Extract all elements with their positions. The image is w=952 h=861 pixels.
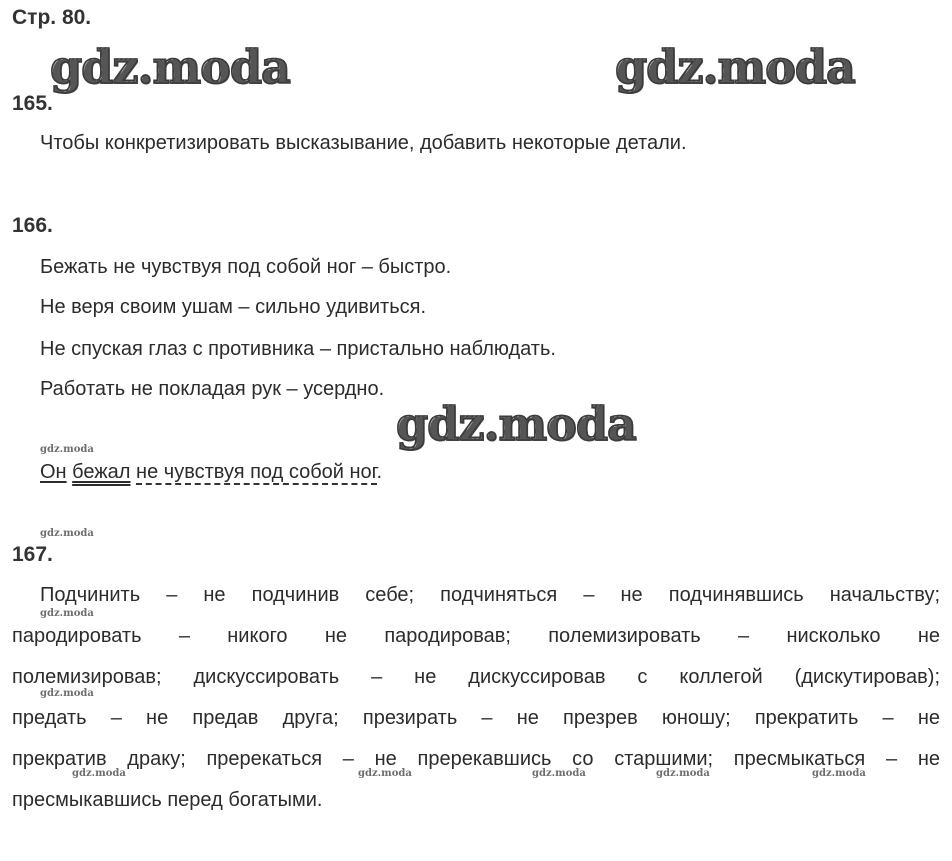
exercise-166-line: Не спуская глаз с противника – пристально наблюдать. bbox=[40, 338, 556, 360]
subject-word: Он bbox=[40, 461, 67, 483]
watermark-logo: gdz.moda bbox=[615, 40, 855, 94]
exercise-number-165: 165. bbox=[12, 92, 53, 115]
watermark-logo: gdz.moda bbox=[50, 40, 290, 94]
watermark-small: gdz.moda bbox=[40, 444, 94, 455]
exercise-number-166: 166. bbox=[12, 214, 53, 237]
watermark-logo: gdz.moda bbox=[396, 397, 636, 451]
watermark-small: gdz.moda bbox=[40, 608, 94, 619]
exercise-167-line: пресмыкавшись перед богатыми. bbox=[12, 789, 323, 811]
exercise-number-167: 167. bbox=[12, 543, 53, 566]
adverbial-phrase: не чувствуя под собой ног bbox=[136, 461, 377, 483]
watermark-small: gdz.moda bbox=[72, 768, 126, 779]
watermark-small: gdz.moda bbox=[532, 768, 586, 779]
exercise-166-line: Не веря своим ушам – сильно удивиться. bbox=[40, 296, 427, 318]
watermark-small: gdz.moda bbox=[656, 768, 710, 779]
exercise-167-line: прекратив драку; пререкаться – не пререкавшись со старшими; пресмыкаться – не bbox=[12, 748, 940, 770]
watermark-small: gdz.moda bbox=[40, 688, 94, 699]
watermark-small: gdz.moda bbox=[358, 768, 412, 779]
exercise-167-line: полемизировав; дискуссировать – не дискуссировав с коллегой (дискутировав); bbox=[12, 666, 940, 688]
page-reference: Стр. 80. bbox=[12, 6, 92, 29]
exercise-166-line: Бежать не чувствуя под собой ног – быстро. bbox=[40, 256, 452, 278]
exercise-165-text: Чтобы конкретизировать высказывание, добавить некоторые детали. bbox=[40, 132, 687, 154]
exercise-167-line: Подчинить – не подчинив себе; подчиняться – не подчинявшись начальству; bbox=[40, 584, 940, 606]
predicate-word: бежал bbox=[72, 461, 131, 483]
sentence-end: . bbox=[376, 461, 383, 483]
watermark-small: gdz.moda bbox=[40, 528, 94, 539]
exercise-167-line: пародировать – никого не пародировав; полемизировать – нисколько не bbox=[12, 625, 940, 647]
exercise-167-paragraph bbox=[12, 575, 940, 821]
parsed-sentence bbox=[40, 461, 382, 484]
exercise-166-line: Работать не покладая рук – усердно. bbox=[40, 378, 385, 400]
watermark-small: gdz.moda bbox=[812, 768, 866, 779]
exercise-167-line: предать – не предав друга; презирать – не презрев юношу; прекратить – не bbox=[12, 707, 940, 729]
